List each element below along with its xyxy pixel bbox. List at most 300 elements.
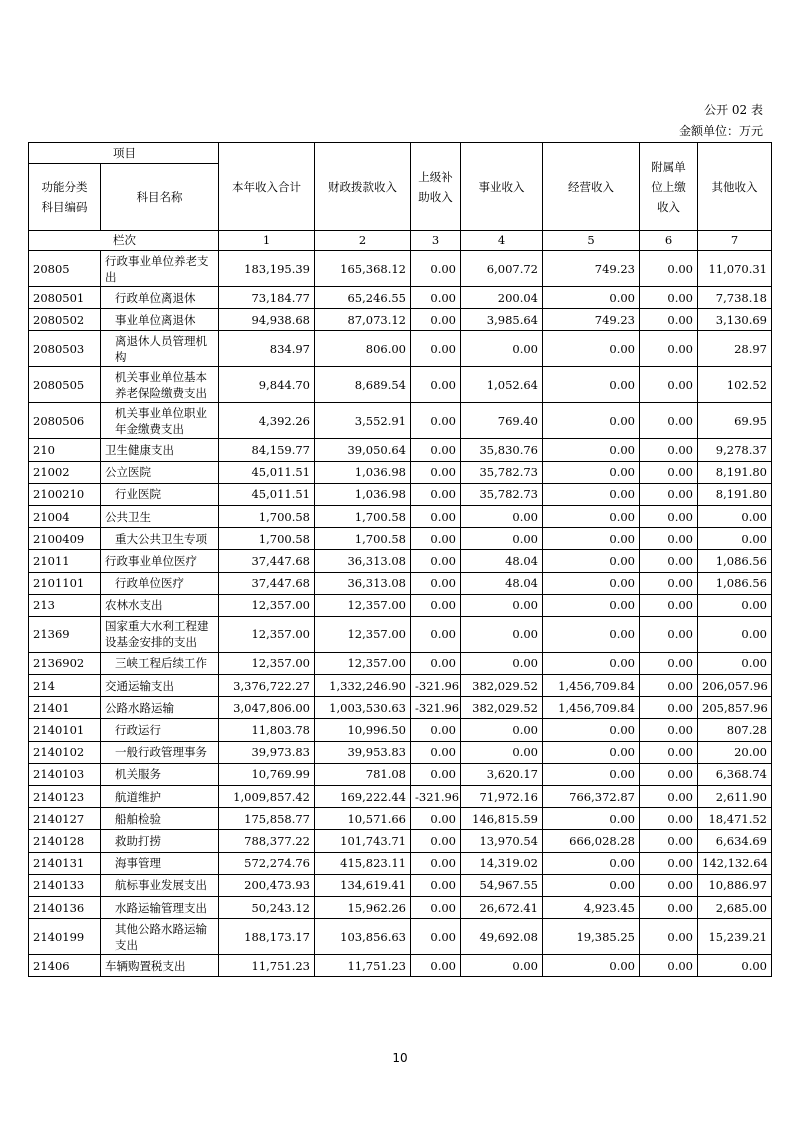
amount-cell: 1,036.98 [315,461,411,483]
amount-cell: 0.00 [543,403,640,439]
subject-name-cell: 行政单位离退休 [101,287,219,309]
subject-code-cell: 210 [29,439,101,461]
amount-cell: 0.00 [411,741,461,763]
amount-cell: 9,278.37 [698,439,772,461]
amount-cell: 0.00 [543,572,640,594]
table-row [29,367,772,403]
amount-cell: 11,751.23 [315,955,411,977]
subject-name-cell: 其他公路水路运输支出 [101,919,219,955]
col-header-superior: 上级补 助收入 [411,143,461,231]
amount-cell: 0.00 [461,719,543,741]
amount-cell: 0.00 [411,572,461,594]
amount-cell: 200.04 [461,287,543,309]
subject-code-cell: 2101101 [29,572,101,594]
amount-cell: 0.00 [543,741,640,763]
amount-cell: 0.00 [411,763,461,785]
amount-cell: 781.08 [315,763,411,785]
amount-cell: 0.00 [640,719,698,741]
amount-cell: 10,769.99 [219,763,315,785]
index-number: 5 [543,231,640,251]
amount-cell: 1,332,246.90 [315,675,411,697]
amount-cell: 48.04 [461,550,543,572]
amount-cell: 35,782.73 [461,461,543,483]
amount-cell: 9,844.70 [219,367,315,403]
amount-cell: 3,985.64 [461,309,543,331]
amount-cell: 0.00 [640,550,698,572]
amount-cell: 0.00 [640,505,698,527]
amount-cell: 0.00 [543,550,640,572]
amount-cell: 8,689.54 [315,367,411,403]
amount-cell: 2,611.90 [698,786,772,808]
subject-name-cell: 卫生健康支出 [101,439,219,461]
amount-cell: 39,973.83 [219,741,315,763]
amount-cell: 0.00 [411,852,461,874]
amount-cell: 0.00 [698,528,772,550]
amount-cell: 0.00 [461,505,543,527]
amount-cell: 834.97 [219,331,315,367]
amount-cell: 18,471.52 [698,808,772,830]
amount-cell: 37,447.68 [219,550,315,572]
amount-cell: -321.96 [411,786,461,808]
subject-name-cell: 航标事业发展支出 [101,874,219,896]
amount-cell: 20.00 [698,741,772,763]
subject-name-cell: 水路运输管理支出 [101,896,219,918]
subject-name-cell: 重大公共卫生专项 [101,528,219,550]
amount-cell: 39,953.83 [315,741,411,763]
amount-cell: 19,385.25 [543,919,640,955]
table-row [29,763,772,785]
amount-cell: 788,377.22 [219,830,315,852]
amount-cell: 766,372.87 [543,786,640,808]
amount-cell: 0.00 [543,955,640,977]
amount-cell: 6,007.72 [461,251,543,287]
subject-code-cell: 2100409 [29,528,101,550]
amount-cell: 39,050.64 [315,439,411,461]
amount-cell: 0.00 [543,461,640,483]
amount-cell: 134,619.41 [315,874,411,896]
amount-cell: 1,086.56 [698,550,772,572]
subject-code-cell: 2140128 [29,830,101,852]
amount-cell: 3,620.17 [461,763,543,785]
amount-cell: 0.00 [543,528,640,550]
subject-name-cell: 机关事业单位职业年金缴费支出 [101,403,219,439]
amount-cell: 0.00 [543,367,640,403]
amount-cell: 8,191.80 [698,483,772,505]
table-row [29,955,772,977]
table-row [29,874,772,896]
amount-cell: 71,972.16 [461,786,543,808]
col-header-code: 功能分类 科目编码 [29,164,101,231]
amount-cell: 0.00 [640,572,698,594]
amount-cell: 69.95 [698,403,772,439]
table-row [29,896,772,918]
amount-cell: 36,313.08 [315,550,411,572]
amount-cell: 1,700.58 [219,505,315,527]
amount-cell: 65,246.55 [315,287,411,309]
table-row [29,505,772,527]
col-header-fiscal: 财政拨款收入 [315,143,411,231]
amount-cell: 749.23 [543,251,640,287]
amount-cell: 0.00 [543,652,640,674]
amount-cell: 0.00 [640,808,698,830]
amount-cell: 45,011.51 [219,461,315,483]
amount-cell: 0.00 [640,403,698,439]
amount-cell: 11,070.31 [698,251,772,287]
amount-cell: 26,672.41 [461,896,543,918]
amount-cell: 749.23 [543,309,640,331]
col-header-total: 本年收入合计 [219,143,315,231]
amount-cell: 175,858.77 [219,808,315,830]
table-row [29,852,772,874]
col-header-other: 其他收入 [698,143,772,231]
amount-cell: 165,368.12 [315,251,411,287]
table-row [29,439,772,461]
amount-cell: 169,222.44 [315,786,411,808]
amount-cell: 0.00 [461,955,543,977]
subject-name-cell: 三峡工程后续工作 [101,652,219,674]
amount-cell: 0.00 [698,505,772,527]
subject-code-cell: 21369 [29,616,101,652]
amount-cell: 28.97 [698,331,772,367]
amount-cell: 0.00 [543,763,640,785]
amount-cell: 1,700.58 [315,528,411,550]
subject-code-cell: 2140101 [29,719,101,741]
amount-cell: 35,830.76 [461,439,543,461]
col-header-business: 事业收入 [461,143,543,231]
page-number: 10 [392,1051,408,1065]
subject-code-cell: 2140103 [29,763,101,785]
table-row [29,550,772,572]
table-row [29,786,772,808]
amount-cell: 0.00 [411,550,461,572]
subject-name-cell: 行政事业单位医疗 [101,550,219,572]
amount-cell: 0.00 [640,287,698,309]
amount-cell: 11,803.78 [219,719,315,741]
amount-cell: 0.00 [543,719,640,741]
amount-cell: 8,191.80 [698,461,772,483]
amount-cell: 1,700.58 [315,505,411,527]
amount-cell: 35,782.73 [461,483,543,505]
amount-cell: 0.00 [461,741,543,763]
amount-cell: 7,738.18 [698,287,772,309]
amount-cell: 0.00 [543,874,640,896]
amount-cell: 37,447.68 [219,572,315,594]
amount-cell: 12,357.00 [315,594,411,616]
table-row [29,331,772,367]
table-row [29,719,772,741]
table-row [29,461,772,483]
amount-unit-label: 金额单位：万元 [678,124,763,138]
amount-cell: 0.00 [411,652,461,674]
amount-cell: 1,009,857.42 [219,786,315,808]
amount-cell: 6,368.74 [698,763,772,785]
amount-cell: 0.00 [543,287,640,309]
amount-cell: 0.00 [461,331,543,367]
table-row [29,697,772,719]
amount-cell: 0.00 [640,955,698,977]
amount-cell: 0.00 [640,786,698,808]
amount-cell: 0.00 [640,919,698,955]
amount-cell: 0.00 [543,505,640,527]
amount-cell: 0.00 [411,403,461,439]
subject-code-cell: 2080502 [29,309,101,331]
amount-cell: 0.00 [640,675,698,697]
subject-code-cell: 21401 [29,697,101,719]
amount-cell: 0.00 [640,439,698,461]
amount-cell: 3,552.91 [315,403,411,439]
subject-name-cell: 国家重大水利工程建设基金安排的支出 [101,616,219,652]
amount-cell: 0.00 [411,528,461,550]
subject-name-cell: 船舶检验 [101,808,219,830]
table-row [29,919,772,955]
table-row [29,675,772,697]
amount-cell: 87,073.12 [315,309,411,331]
subject-name-cell: 事业单位离退休 [101,309,219,331]
amount-cell: 0.00 [543,852,640,874]
subject-code-cell: 2140133 [29,874,101,896]
amount-cell: 0.00 [640,741,698,763]
amount-cell: 1,003,530.63 [315,697,411,719]
amount-cell: 807.28 [698,719,772,741]
amount-cell: 0.00 [640,367,698,403]
amount-cell: 205,857.96 [698,697,772,719]
amount-cell: 36,313.08 [315,572,411,594]
amount-cell: 4,392.26 [219,403,315,439]
form-code: 公开 02 表 [704,103,763,117]
amount-cell: 103,856.63 [315,919,411,955]
amount-cell: 382,029.52 [461,675,543,697]
amount-cell: 0.00 [698,955,772,977]
amount-cell: 0.00 [411,719,461,741]
amount-cell: 0.00 [640,697,698,719]
col-header-affiliate: 附属单 位上缴 收入 [640,143,698,231]
amount-cell: 142,132.64 [698,852,772,874]
subject-name-cell: 救助打捞 [101,830,219,852]
subject-name-cell: 行政运行 [101,719,219,741]
amount-cell: 0.00 [640,594,698,616]
amount-cell: 1,086.56 [698,572,772,594]
subject-code-cell: 2140131 [29,852,101,874]
amount-cell: 0.00 [461,594,543,616]
index-number: 2 [315,231,411,251]
amount-cell: 382,029.52 [461,697,543,719]
amount-cell: 0.00 [640,309,698,331]
amount-cell: 0.00 [543,483,640,505]
amount-cell: 73,184.77 [219,287,315,309]
amount-cell: 572,274.76 [219,852,315,874]
index-number: 4 [461,231,543,251]
amount-cell: 0.00 [640,483,698,505]
subject-code-cell: 2140102 [29,741,101,763]
amount-cell: 0.00 [698,652,772,674]
amount-cell: 1,456,709.84 [543,697,640,719]
amount-cell: 15,239.21 [698,919,772,955]
subject-name-cell: 机关服务 [101,763,219,785]
amount-cell: 0.00 [411,331,461,367]
amount-cell: 13,970.54 [461,830,543,852]
amount-cell: 0.00 [543,439,640,461]
amount-cell: 4,923.45 [543,896,640,918]
amount-cell: 11,751.23 [219,955,315,977]
amount-cell: 0.00 [411,309,461,331]
index-number: 1 [219,231,315,251]
amount-cell: 0.00 [411,874,461,896]
amount-cell: 0.00 [640,616,698,652]
amount-cell: 0.00 [461,616,543,652]
amount-cell: 0.00 [640,652,698,674]
amount-cell: 50,243.12 [219,896,315,918]
amount-cell: 0.00 [640,331,698,367]
amount-cell: 12,357.00 [315,652,411,674]
amount-cell: 84,159.77 [219,439,315,461]
subject-code-cell: 21406 [29,955,101,977]
amount-cell: 0.00 [411,594,461,616]
amount-cell: -321.96 [411,675,461,697]
subject-code-cell: 21002 [29,461,101,483]
subject-code-cell: 2080506 [29,403,101,439]
subject-code-cell: 2140123 [29,786,101,808]
amount-cell: 94,938.68 [219,309,315,331]
amount-cell: 0.00 [411,955,461,977]
subject-name-cell: 离退休人员管理机构 [101,331,219,367]
amount-cell: 12,357.00 [219,594,315,616]
amount-cell: 0.00 [411,919,461,955]
subject-name-cell: 航道维护 [101,786,219,808]
amount-cell: 1,700.58 [219,528,315,550]
table-row [29,528,772,550]
subject-code-cell: 214 [29,675,101,697]
col-header-operating: 经营收入 [543,143,640,231]
table-row [29,403,772,439]
amount-cell: 0.00 [411,505,461,527]
amount-cell: 0.00 [640,830,698,852]
index-number: 3 [411,231,461,251]
subject-name-cell: 公路水路运输 [101,697,219,719]
subject-code-cell: 21004 [29,505,101,527]
amount-cell: 48.04 [461,572,543,594]
subject-name-cell: 公共卫生 [101,505,219,527]
amount-cell: 10,996.50 [315,719,411,741]
amount-cell: 1,456,709.84 [543,675,640,697]
amount-cell: 0.00 [411,616,461,652]
amount-cell: 45,011.51 [219,483,315,505]
subject-code-cell: 2140127 [29,808,101,830]
subject-code-cell: 2080505 [29,367,101,403]
amount-cell: 0.00 [411,896,461,918]
amount-cell: 6,634.69 [698,830,772,852]
amount-cell: 0.00 [411,251,461,287]
amount-cell: 0.00 [543,616,640,652]
amount-cell: 10,571.66 [315,808,411,830]
index-number: 6 [640,231,698,251]
subject-code-cell: 2080503 [29,331,101,367]
amount-cell: 0.00 [640,251,698,287]
amount-cell: 3,376,722.27 [219,675,315,697]
amount-cell: 769.40 [461,403,543,439]
subject-name-cell: 行政事业单位养老支出 [101,251,219,287]
amount-cell: 0.00 [640,896,698,918]
table-row [29,616,772,652]
index-number: 7 [698,231,772,251]
amount-cell: 14,319.02 [461,852,543,874]
table-row [29,830,772,852]
project-group-header: 项目 [29,143,219,164]
subject-code-cell: 213 [29,594,101,616]
table-row [29,483,772,505]
amount-cell: 102.52 [698,367,772,403]
amount-cell: 0.00 [698,616,772,652]
amount-cell: 0.00 [640,461,698,483]
amount-cell: 0.00 [411,287,461,309]
amount-cell: 12,357.00 [219,616,315,652]
amount-cell: 49,692.08 [461,919,543,955]
col-header-name: 科目名称 [101,164,219,231]
amount-cell: 0.00 [411,439,461,461]
subject-name-cell: 一般行政管理事务 [101,741,219,763]
amount-cell: 0.00 [411,483,461,505]
amount-cell: 1,036.98 [315,483,411,505]
table-row [29,652,772,674]
subject-code-cell: 20805 [29,251,101,287]
amount-cell: 2,685.00 [698,896,772,918]
subject-code-cell: 2080501 [29,287,101,309]
amount-cell: 0.00 [411,367,461,403]
amount-cell: 806.00 [315,331,411,367]
amount-cell: 10,886.97 [698,874,772,896]
amount-cell: 183,195.39 [219,251,315,287]
income-table [28,142,772,977]
subject-code-cell: 2100210 [29,483,101,505]
amount-cell: 0.00 [640,763,698,785]
subject-code-cell: 21011 [29,550,101,572]
table-row [29,251,772,287]
amount-cell: 0.00 [411,808,461,830]
table-row [29,572,772,594]
subject-code-cell: 2140136 [29,896,101,918]
amount-cell: 0.00 [640,528,698,550]
amount-cell: 101,743.71 [315,830,411,852]
subject-name-cell: 农林水支出 [101,594,219,616]
amount-cell: 0.00 [461,652,543,674]
amount-cell: 146,815.59 [461,808,543,830]
subject-code-cell: 2140199 [29,919,101,955]
amount-cell: 0.00 [461,528,543,550]
table-row [29,741,772,763]
amount-cell: 0.00 [411,461,461,483]
subject-name-cell: 行业医院 [101,483,219,505]
amount-cell: 188,173.17 [219,919,315,955]
table-row [29,287,772,309]
amount-cell: -321.96 [411,697,461,719]
subject-name-cell: 海事管理 [101,852,219,874]
subject-name-cell: 车辆购置税支出 [101,955,219,977]
amount-cell: 3,130.69 [698,309,772,331]
amount-cell: 666,028.28 [543,830,640,852]
amount-cell: 415,823.11 [315,852,411,874]
table-row [29,594,772,616]
amount-cell: 0.00 [543,594,640,616]
subject-name-cell: 公立医院 [101,461,219,483]
amount-cell: 206,057.96 [698,675,772,697]
amount-cell: 0.00 [640,874,698,896]
subject-code-cell: 2136902 [29,652,101,674]
amount-cell: 0.00 [698,594,772,616]
amount-cell: 15,962.26 [315,896,411,918]
amount-cell: 3,047,806.00 [219,697,315,719]
index-row-label: 栏次 [29,231,219,251]
amount-cell: 0.00 [543,331,640,367]
amount-cell: 12,357.00 [315,616,411,652]
